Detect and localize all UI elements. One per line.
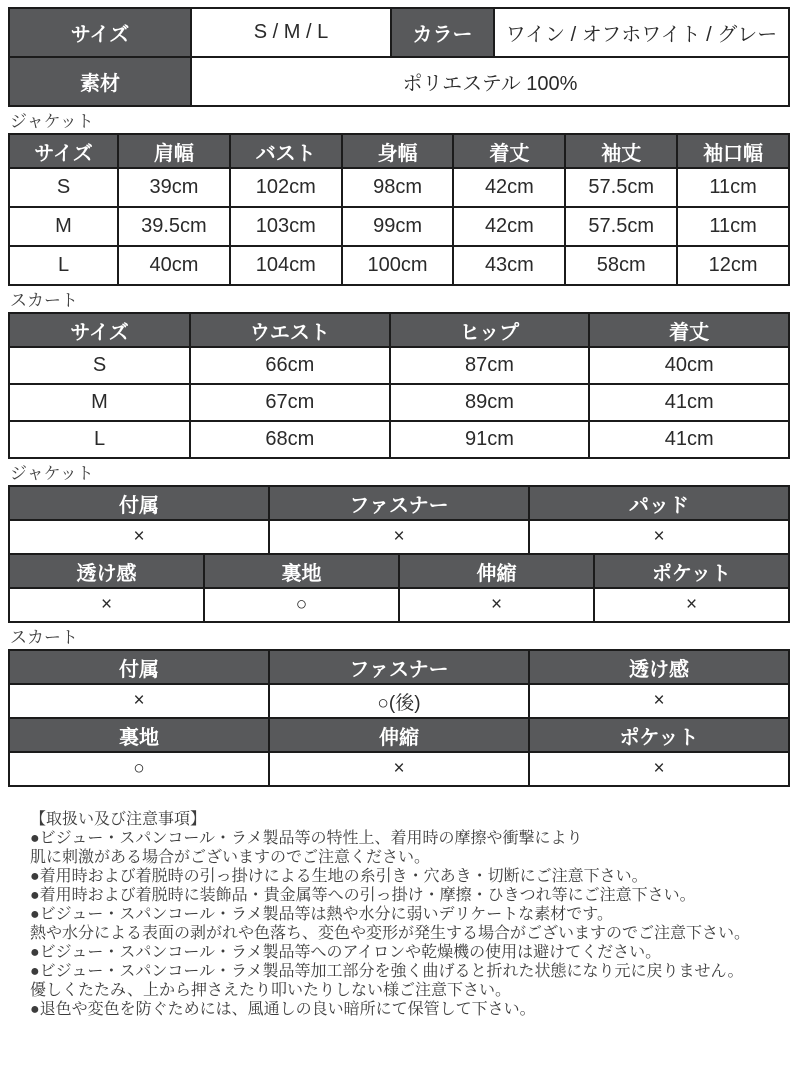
jacket-spec-header-row-1 [9,486,789,520]
handling-notes [8,810,790,1019]
skirt-spec-header-row-1 [9,650,789,684]
table-cell: 66cm [190,347,390,384]
table-cell: 39.5cm [118,207,230,246]
spec-value-cell: × [529,684,789,718]
table-cell: 103cm [230,207,342,246]
table-cell: M [9,207,118,246]
notes-line: ●ビジュー・スパンコール・ラメ製品等加工部分を強く曲げると折れた状態になり元に戻りません。 [30,963,744,980]
table-cell: L [9,246,118,285]
header-cell: バスト [230,134,342,168]
header-cell: 透け感 [9,554,204,588]
header-cell: ファスナー [269,650,529,684]
skirt-size-row-l [9,421,789,458]
table-cell: 11cm [677,168,789,207]
skirt-size-row-s [9,347,789,384]
table-cell: 57.5cm [565,168,677,207]
section-label-jacket-size: ジャケット [10,112,94,131]
jacket-size-row-l [9,246,789,285]
info-row-size-color [9,8,789,57]
skirt-spec-header-row-2 [9,718,789,752]
header-cell: 袖口幅 [677,134,789,168]
table-cell: 41cm [589,421,789,458]
jacket-size-table [8,133,790,286]
header-cell: サイズ [9,313,190,347]
color-label: カラー [391,8,494,57]
jacket-size-header-row [9,134,789,168]
table-cell: 67cm [190,384,390,421]
table-cell: 41cm [589,384,789,421]
info-table [8,7,790,107]
spec-value-cell: ○(後) [269,684,529,718]
notes-title: 【取扱い及び注意事項】 [30,811,207,828]
header-cell: 袖丈 [565,134,677,168]
header-cell: 付属 [9,486,269,520]
header-cell: 伸縮 [399,554,594,588]
skirt-spec-table [8,649,790,787]
jacket-size-row-s [9,168,789,207]
header-cell: 身幅 [342,134,454,168]
table-cell: 100cm [342,246,454,285]
table-cell: 12cm [677,246,789,285]
skirt-size-row-m [9,384,789,421]
spec-value-cell: × [529,752,789,786]
header-cell: ヒップ [390,313,590,347]
table-cell: 40cm [589,347,789,384]
notes-line: 熱や水分による表面の剥がれや色落ち、変色や変形が発生する場合がございますのでご注意下さい。 [30,925,751,942]
skirt-size-header-row [9,313,789,347]
table-cell: 39cm [118,168,230,207]
header-cell: ポケット [529,718,789,752]
header-cell: 肩幅 [118,134,230,168]
spec-value-cell: × [399,588,594,622]
table-cell: 42cm [453,207,565,246]
notes-line: ●退色や変色を防ぐためには、風通しの良い暗所にて保管して下さい。 [30,1001,536,1018]
table-cell: 40cm [118,246,230,285]
table-cell: S [9,347,190,384]
table-cell: 91cm [390,421,590,458]
table-cell: S [9,168,118,207]
skirt-spec-value-row-2 [9,752,789,786]
header-cell: 付属 [9,650,269,684]
notes-line: ●ビジュー・スパンコール・ラメ製品等は熱や水分に弱いデリケートな素材です。 [30,906,613,923]
notes-line: 優しくたたみ、上から押さえたり叩いたりしない様ご注意下さい。 [30,982,511,999]
table-cell: 43cm [453,246,565,285]
table-cell: 68cm [190,421,390,458]
spec-value-cell: × [529,520,789,554]
table-cell: 89cm [390,384,590,421]
spec-value-cell: × [9,684,269,718]
header-cell: 着丈 [453,134,565,168]
table-cell: 99cm [342,207,454,246]
section-label-jacket-spec: ジャケット [10,464,94,483]
spec-value-cell: × [594,588,789,622]
jacket-size-row-m [9,207,789,246]
table-cell: 102cm [230,168,342,207]
notes-line: ●着用時および着脱時に装飾品・貴金属等への引っ掛け・摩擦・ひきつれ等にご注意下さい。 [30,887,696,904]
spec-value-cell: ○ [9,752,269,786]
jacket-spec-table [8,485,790,623]
section-label-skirt-spec: スカート [10,628,78,647]
header-cell: サイズ [9,134,118,168]
spec-value-cell: × [9,520,269,554]
skirt-spec-value-row-1 [9,684,789,718]
notes-line: 肌に刺激がある場合がございますのでご注意ください。 [30,849,431,866]
table-cell: L [9,421,190,458]
spec-value-cell: × [9,588,204,622]
table-cell: 104cm [230,246,342,285]
notes-line: ●ビジュー・スパンコール・ラメ製品等の特性上、着用時の摩擦や衝撃により [30,830,583,847]
skirt-size-table [8,312,790,459]
material-value: ポリエステル 100% [191,57,789,106]
section-label-skirt-size: スカート [10,291,78,310]
color-value: ワイン / オフホワイト / グレー [494,8,789,57]
header-cell: 伸縮 [269,718,529,752]
header-cell: パッド [529,486,789,520]
header-cell: ウエスト [190,313,390,347]
jacket-spec-value-row-1 [9,520,789,554]
header-cell: 着丈 [589,313,789,347]
material-label: 素材 [9,57,191,106]
table-cell: 57.5cm [565,207,677,246]
table-cell: 98cm [342,168,454,207]
spec-value-cell: × [269,520,529,554]
header-cell: 裏地 [204,554,399,588]
table-cell: 87cm [390,347,590,384]
header-cell: ファスナー [269,486,529,520]
table-cell: M [9,384,190,421]
notes-line: ●ビジュー・スパンコール・ラメ製品等へのアイロンや乾燥機の使用は避けてください。 [30,944,662,961]
jacket-spec-value-row-2 [9,588,789,622]
size-value: S / M / L [191,8,391,57]
size-label: サイズ [9,8,191,57]
notes-line: ●着用時および着脱時の引っ掛けによる生地の糸引き・穴あき・切断にご注意下さい。 [30,868,648,885]
jacket-spec-header-row-2 [9,554,789,588]
info-row-material [9,57,789,106]
table-cell: 11cm [677,207,789,246]
header-cell: 透け感 [529,650,789,684]
spec-value-cell: × [269,752,529,786]
spec-value-cell: ○ [204,588,399,622]
header-cell: ポケット [594,554,789,588]
header-cell: 裏地 [9,718,269,752]
table-cell: 42cm [453,168,565,207]
table-cell: 58cm [565,246,677,285]
